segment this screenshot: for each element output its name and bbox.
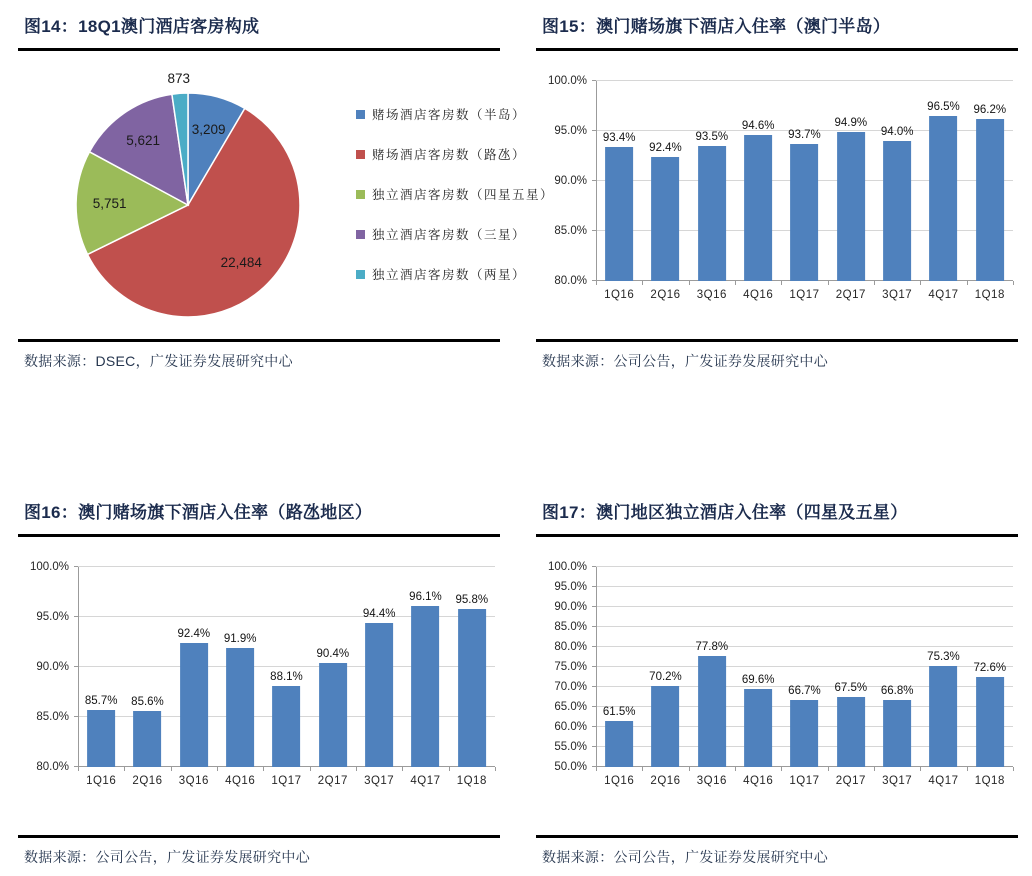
bar-slot <box>217 567 263 767</box>
y-tick-label: 55.0% <box>554 741 587 753</box>
y-tick-label: 80.0% <box>36 761 69 773</box>
bar-slot <box>781 567 827 767</box>
x-tick-mark <box>310 767 311 771</box>
x-tick-mark <box>874 767 875 771</box>
bar-slot <box>920 81 966 281</box>
x-tick-mark <box>171 767 172 771</box>
bar-value-label: 93.7% <box>788 129 821 141</box>
bar-value-label: 95.8% <box>455 594 489 606</box>
x-axis-label: 3Q17 <box>882 775 913 787</box>
pie-value-label: 3,209 <box>191 121 226 137</box>
bar-value-label: 67.5% <box>834 682 868 694</box>
x-axis-label: 1Q17 <box>789 775 820 787</box>
y-tick-label: 100.0% <box>547 561 587 573</box>
x-tick-mark <box>920 767 921 771</box>
y-tick-label: 95.0% <box>36 611 69 623</box>
bar-3Q16 <box>698 146 726 281</box>
bar-slot <box>781 81 827 281</box>
legend-label: 独立酒店客房数（四星五星） <box>372 187 555 202</box>
bar-slot <box>874 81 920 281</box>
x-tick-mark <box>356 767 357 771</box>
legend-item <box>356 267 554 281</box>
x-axis-label: 3Q17 <box>882 289 913 301</box>
x-tick-mark <box>967 281 968 285</box>
pie-value-label: 22,484 <box>220 255 262 270</box>
legend-label: 独立酒店客房数（两星） <box>372 267 527 282</box>
x-tick-mark <box>642 767 643 771</box>
x-axis-label: 2Q16 <box>650 289 681 301</box>
x-axis-label: 3Q16 <box>696 289 727 301</box>
bar-value-label: 66.8% <box>880 684 914 697</box>
pie-value-label: 873 <box>167 70 191 86</box>
x-axis-label: 1Q16 <box>86 775 117 787</box>
pie-value-label: 5,621 <box>126 133 160 149</box>
x-tick-mark <box>642 281 643 285</box>
legend-item <box>356 227 554 241</box>
bar-1Q16 <box>605 147 633 281</box>
figure-15-title: 图15：澳门赌场旗下酒店入住率（澳门半岛） <box>542 17 891 36</box>
bar-value-label: 93.4% <box>602 132 636 144</box>
bar-4Q17 <box>930 666 958 767</box>
bar-value-label: 75.3% <box>927 650 960 663</box>
figure-14-title: 图14：18Q1澳门酒店客房构成 <box>24 17 260 36</box>
bar-slot <box>642 567 688 767</box>
plot-area <box>596 81 1013 281</box>
bar-slot <box>356 567 402 767</box>
x-axis-label: 2Q17 <box>835 775 866 787</box>
bar-slot <box>402 567 448 767</box>
y-tick-label: 85.0% <box>36 711 69 723</box>
figure-16-bar-chart <box>18 537 500 835</box>
bar-2Q16 <box>652 157 680 281</box>
bar-slot <box>735 567 781 767</box>
bar-slot <box>735 81 781 281</box>
y-tick-label: 100.0% <box>29 561 69 573</box>
legend-label: 赌场酒店客房数（半岛） <box>372 107 527 122</box>
bar-3Q17 <box>883 141 911 281</box>
bar-slot <box>642 81 688 281</box>
x-axis-label: 1Q16 <box>604 289 635 301</box>
bar-slot <box>967 567 1013 767</box>
x-axis-label: 4Q17 <box>410 775 441 787</box>
x-axis-label: 2Q16 <box>132 775 163 787</box>
bar-value-label: 85.7% <box>84 695 118 707</box>
bar-slot <box>596 567 642 767</box>
x-axis-label: 4Q16 <box>743 775 774 787</box>
x-axis-label: 2Q17 <box>835 289 866 301</box>
bar-1Q17 <box>791 700 819 767</box>
pie-value-label: 5,751 <box>92 196 127 211</box>
bar-value-label: 96.1% <box>409 591 442 603</box>
figure-14-pie-chart <box>18 51 555 339</box>
x-axis-label: 1Q16 <box>604 775 635 787</box>
y-tick-label: 100.0% <box>547 75 587 87</box>
bar-4Q17 <box>930 116 958 281</box>
x-tick-mark <box>449 767 450 771</box>
x-axis-label: 1Q17 <box>789 289 820 301</box>
x-tick-mark <box>263 767 264 771</box>
bar-2Q16 <box>652 686 680 767</box>
x-tick-mark <box>402 767 403 771</box>
bar-4Q16 <box>226 648 254 767</box>
x-tick-mark <box>781 281 782 285</box>
y-tick-label: 90.0% <box>554 175 587 187</box>
bar-slot <box>263 567 309 767</box>
legend-swatch <box>356 190 365 199</box>
pie-svg <box>30 55 342 331</box>
bar-value-label: 96.2% <box>973 104 1007 116</box>
bar-2Q17 <box>837 132 865 281</box>
x-tick-mark <box>874 281 875 285</box>
bar-1Q17 <box>791 144 819 281</box>
x-axis-label: 1Q18 <box>974 289 1005 301</box>
legend-swatch <box>356 110 365 119</box>
bar-value-label: 92.4% <box>649 142 682 154</box>
bar-2Q17 <box>837 697 865 767</box>
bar-slot <box>171 567 217 767</box>
x-tick-mark <box>828 281 829 285</box>
bar-chart <box>18 537 500 835</box>
y-tick-label: 75.0% <box>554 661 587 673</box>
figure-16-panel <box>18 492 500 876</box>
bar-1Q16 <box>605 721 633 767</box>
y-tick-label: 95.0% <box>554 125 587 137</box>
bar-slot <box>78 567 124 767</box>
y-tick-label: 90.0% <box>36 661 69 673</box>
bar-value-label: 91.9% <box>223 633 257 645</box>
x-tick-mark <box>920 281 921 285</box>
x-axis-labels <box>596 289 1013 301</box>
legend-swatch <box>356 270 365 279</box>
x-tick-mark <box>217 767 218 771</box>
bar-value-label: 77.8% <box>695 640 729 653</box>
bar-value-label: 72.6% <box>973 661 1007 674</box>
y-tick-label: 65.0% <box>554 701 587 713</box>
x-tick-mark <box>781 767 782 771</box>
x-tick-mark <box>596 767 597 771</box>
bar-slot <box>124 567 170 767</box>
x-axis-labels <box>596 775 1013 787</box>
x-tick-mark <box>967 767 968 771</box>
figure-17-title: 图17：澳门地区独立酒店入住率（四星及五星） <box>542 503 908 522</box>
bar-slot <box>689 81 735 281</box>
bar-1Q18 <box>976 677 1004 767</box>
x-axis-label: 1Q17 <box>271 775 302 787</box>
bar-value-label: 70.2% <box>649 671 682 684</box>
x-tick-mark <box>689 767 690 771</box>
x-tick-mark <box>735 281 736 285</box>
figure-17-panel <box>536 492 1018 876</box>
y-tick-label: 60.0% <box>554 721 587 733</box>
figure-16-title: 图16：澳门赌场旗下酒店入住率（路氹地区） <box>24 503 373 522</box>
x-tick-mark <box>1013 281 1014 285</box>
x-axis-labels <box>78 775 495 787</box>
figure-17-bar-chart <box>536 537 1018 835</box>
bar-slot <box>449 567 495 767</box>
x-axis-label: 3Q16 <box>696 775 727 787</box>
x-axis-label: 3Q17 <box>364 775 395 787</box>
x-tick-mark <box>828 767 829 771</box>
figure-16-source: 数据来源：公司公告，广发证券发展研究中心 <box>24 849 310 865</box>
figure-14-source: 数据来源：DSEC，广发证券发展研究中心 <box>24 353 293 369</box>
bar-value-label: 94.0% <box>880 126 914 138</box>
figure-17-source: 数据来源：公司公告，广发证券发展研究中心 <box>542 849 828 865</box>
x-axis-label: 1Q18 <box>456 775 487 787</box>
bar-value-label: 66.7% <box>788 685 821 698</box>
bar-value-label: 93.5% <box>695 131 729 143</box>
bar-1Q16 <box>87 710 115 767</box>
figure-14-panel <box>18 6 555 380</box>
bar-4Q16 <box>744 689 772 767</box>
bar-2Q17 <box>319 663 347 767</box>
y-tick-label: 80.0% <box>554 641 587 653</box>
bar-value-label: 69.6% <box>741 673 775 686</box>
x-axis-label: 1Q18 <box>974 775 1005 787</box>
bar-slot <box>920 567 966 767</box>
bar-4Q17 <box>412 606 440 767</box>
y-tick-label: 95.0% <box>554 581 587 593</box>
x-tick-mark <box>1013 767 1014 771</box>
bar-slot <box>874 567 920 767</box>
bar-slot <box>828 567 874 767</box>
x-tick-mark <box>689 281 690 285</box>
y-tick-label: 80.0% <box>554 275 587 287</box>
x-tick-mark <box>78 767 79 771</box>
bar-1Q17 <box>273 686 301 767</box>
bar-slot <box>967 81 1013 281</box>
bar-slot <box>310 567 356 767</box>
legend-label: 赌场酒店客房数（路氹） <box>372 147 527 162</box>
bar-slot <box>596 81 642 281</box>
x-axis-label: 4Q17 <box>928 775 959 787</box>
bar-2Q16 <box>134 711 162 767</box>
x-axis-label: 4Q16 <box>743 289 774 301</box>
bar-value-label: 61.5% <box>602 706 636 718</box>
bar-1Q18 <box>458 609 486 767</box>
bar-value-label: 92.4% <box>177 628 211 640</box>
x-tick-mark <box>596 281 597 285</box>
bar-3Q17 <box>883 700 911 767</box>
x-axis-label: 3Q16 <box>178 775 209 787</box>
figure-15-bar-chart <box>536 51 1018 339</box>
x-tick-mark <box>495 767 496 771</box>
bar-1Q18 <box>976 119 1004 281</box>
legend-item <box>356 147 554 161</box>
x-axis-label: 4Q16 <box>225 775 256 787</box>
x-axis-label: 4Q17 <box>928 289 959 301</box>
y-axis-labels <box>536 561 596 773</box>
pie-chart <box>18 51 555 339</box>
bar-value-label: 94.6% <box>741 120 775 132</box>
y-tick-label: 85.0% <box>554 621 587 633</box>
legend-item <box>356 187 554 201</box>
x-tick-mark <box>735 767 736 771</box>
figure-15-source: 数据来源：公司公告，广发证券发展研究中心 <box>542 353 828 369</box>
y-axis-labels <box>536 75 596 287</box>
plot-area <box>596 567 1013 767</box>
plot-area <box>78 567 495 767</box>
bar-slot <box>828 81 874 281</box>
y-tick-label: 85.0% <box>554 225 587 237</box>
legend-label: 独立酒店客房数（三星） <box>372 227 527 242</box>
bar-4Q16 <box>744 135 772 281</box>
bar-value-label: 94.4% <box>362 608 396 620</box>
y-axis-labels <box>18 561 78 773</box>
bar-value-label: 94.9% <box>834 117 868 129</box>
y-tick-label: 70.0% <box>554 681 587 693</box>
bar-value-label: 90.4% <box>316 648 350 660</box>
y-tick-label: 90.0% <box>554 601 587 613</box>
legend-swatch <box>356 150 365 159</box>
x-axis-label: 2Q16 <box>650 775 681 787</box>
x-axis-label: 2Q17 <box>317 775 348 787</box>
bar-3Q16 <box>180 643 208 767</box>
bar-3Q17 <box>365 623 393 767</box>
bar-3Q16 <box>698 656 726 767</box>
bar-value-label: 96.5% <box>927 101 960 113</box>
bar-chart <box>536 537 1018 835</box>
legend-swatch <box>356 230 365 239</box>
legend-item <box>356 107 554 121</box>
bar-slot <box>689 567 735 767</box>
pie-legend <box>356 107 554 339</box>
bar-value-label: 88.1% <box>270 671 303 683</box>
y-tick-label: 50.0% <box>554 761 587 773</box>
bar-value-label: 85.6% <box>131 696 164 708</box>
x-tick-mark <box>124 767 125 771</box>
figure-15-panel <box>536 6 1018 380</box>
